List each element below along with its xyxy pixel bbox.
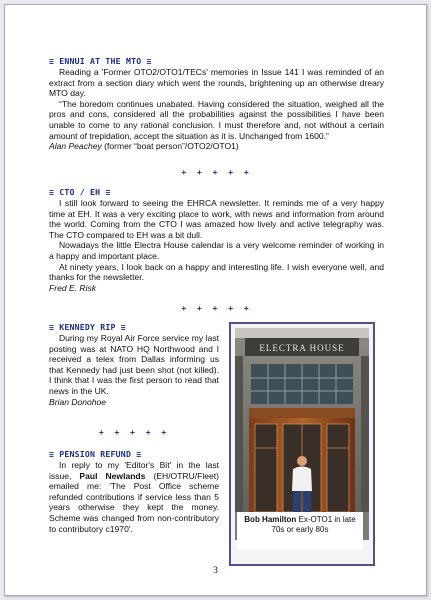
signature-name: Alan Peachey [49, 141, 102, 152]
paragraph-text: (EH/OTRU/Fleet) emailed me: 'The Post Office scheme refunded contributions if service less than 5 years otherwise they kept the money. Scheme was changed from non-contributory to contributory c1970'. [49, 470, 219, 534]
paragraph: Nowadays the little Electra House calendar is a very welcome reminder of working in a happy and important place. [49, 240, 384, 261]
signature-note: (former “boat person”/OTO2/OTO1) [101, 141, 239, 152]
section-kennedy [49, 322, 219, 407]
paragraph: I still look forward to seeing the EHRCA newsletter. It reminds me of a very happy time at EH. It was a very exciting place to work, with news and information from around the world. Coming from the CTO I was amazed how lively and active telegraphy was. The CTO compared to EH was a bit dull. [49, 198, 384, 240]
building-illustration [235, 328, 369, 540]
photo-caption [237, 512, 363, 550]
section-heading: ≡ KENNEDY RIP ≡ [49, 322, 126, 332]
signature-name: Brian Donohoe [49, 396, 107, 407]
paragraph: Reading a 'Former OTO2/OTO1/TECs' memories in Issue 141 I was reminded of an extract from a section diary which went the rounds, brightening up an otherwise dreary MTO day. [49, 67, 384, 99]
section-heading: ≡ ENNUI AT THE MTO ≡ [49, 56, 152, 66]
page-number: 3 [213, 566, 218, 576]
paragraph: “The boredom continues unabated. Having considered the situation, weighed all the pros and cons, considered all the probabilities against the possibilities I have been unable to come to any rational conclusion. I must therefore and, not without a certain amount of trepidation, accept the situation as it is. Unchanged from 1600.” [49, 98, 384, 141]
electra-house-photo [235, 328, 369, 540]
section-pension [49, 449, 219, 534]
caption-text: Ex-OTO1 in late 70s or early 80s [271, 515, 356, 534]
separator: + + + + + [181, 168, 252, 177]
paragraph-text: In reply to my 'Editor's Bit' in the last issue, [49, 460, 219, 481]
paragraph: During my Royal Air Force service my last posting was at NATO HQ Northwood and I received a telex from Dallas informing us that Kennedy had just been shot (not killed). I think that I was the first person to read that news in the UK. [49, 333, 219, 396]
photo-frame [229, 322, 375, 566]
section-cto-eh [49, 187, 384, 293]
signature [49, 141, 384, 152]
signature-name: Fred E. Risk [49, 282, 97, 293]
sign-text: ELECTRA HOUSE [259, 343, 345, 353]
paragraph: At ninety years, I look back on a happy and interesting life. I wish everyone well, and thanks for the newsletter. [49, 261, 384, 283]
separator: + + + + + [98, 428, 170, 437]
caption-name: Bob Hamilton [244, 515, 297, 524]
paragraph [49, 460, 219, 534]
section-heading: ≡ PENSION REFUND ≡ [49, 449, 142, 459]
person-name: Paul Newlands [79, 470, 146, 481]
section-ennui [49, 56, 384, 152]
separator: + + + + + [181, 304, 252, 313]
section-heading: ≡ CTO / EH ≡ [49, 187, 111, 197]
